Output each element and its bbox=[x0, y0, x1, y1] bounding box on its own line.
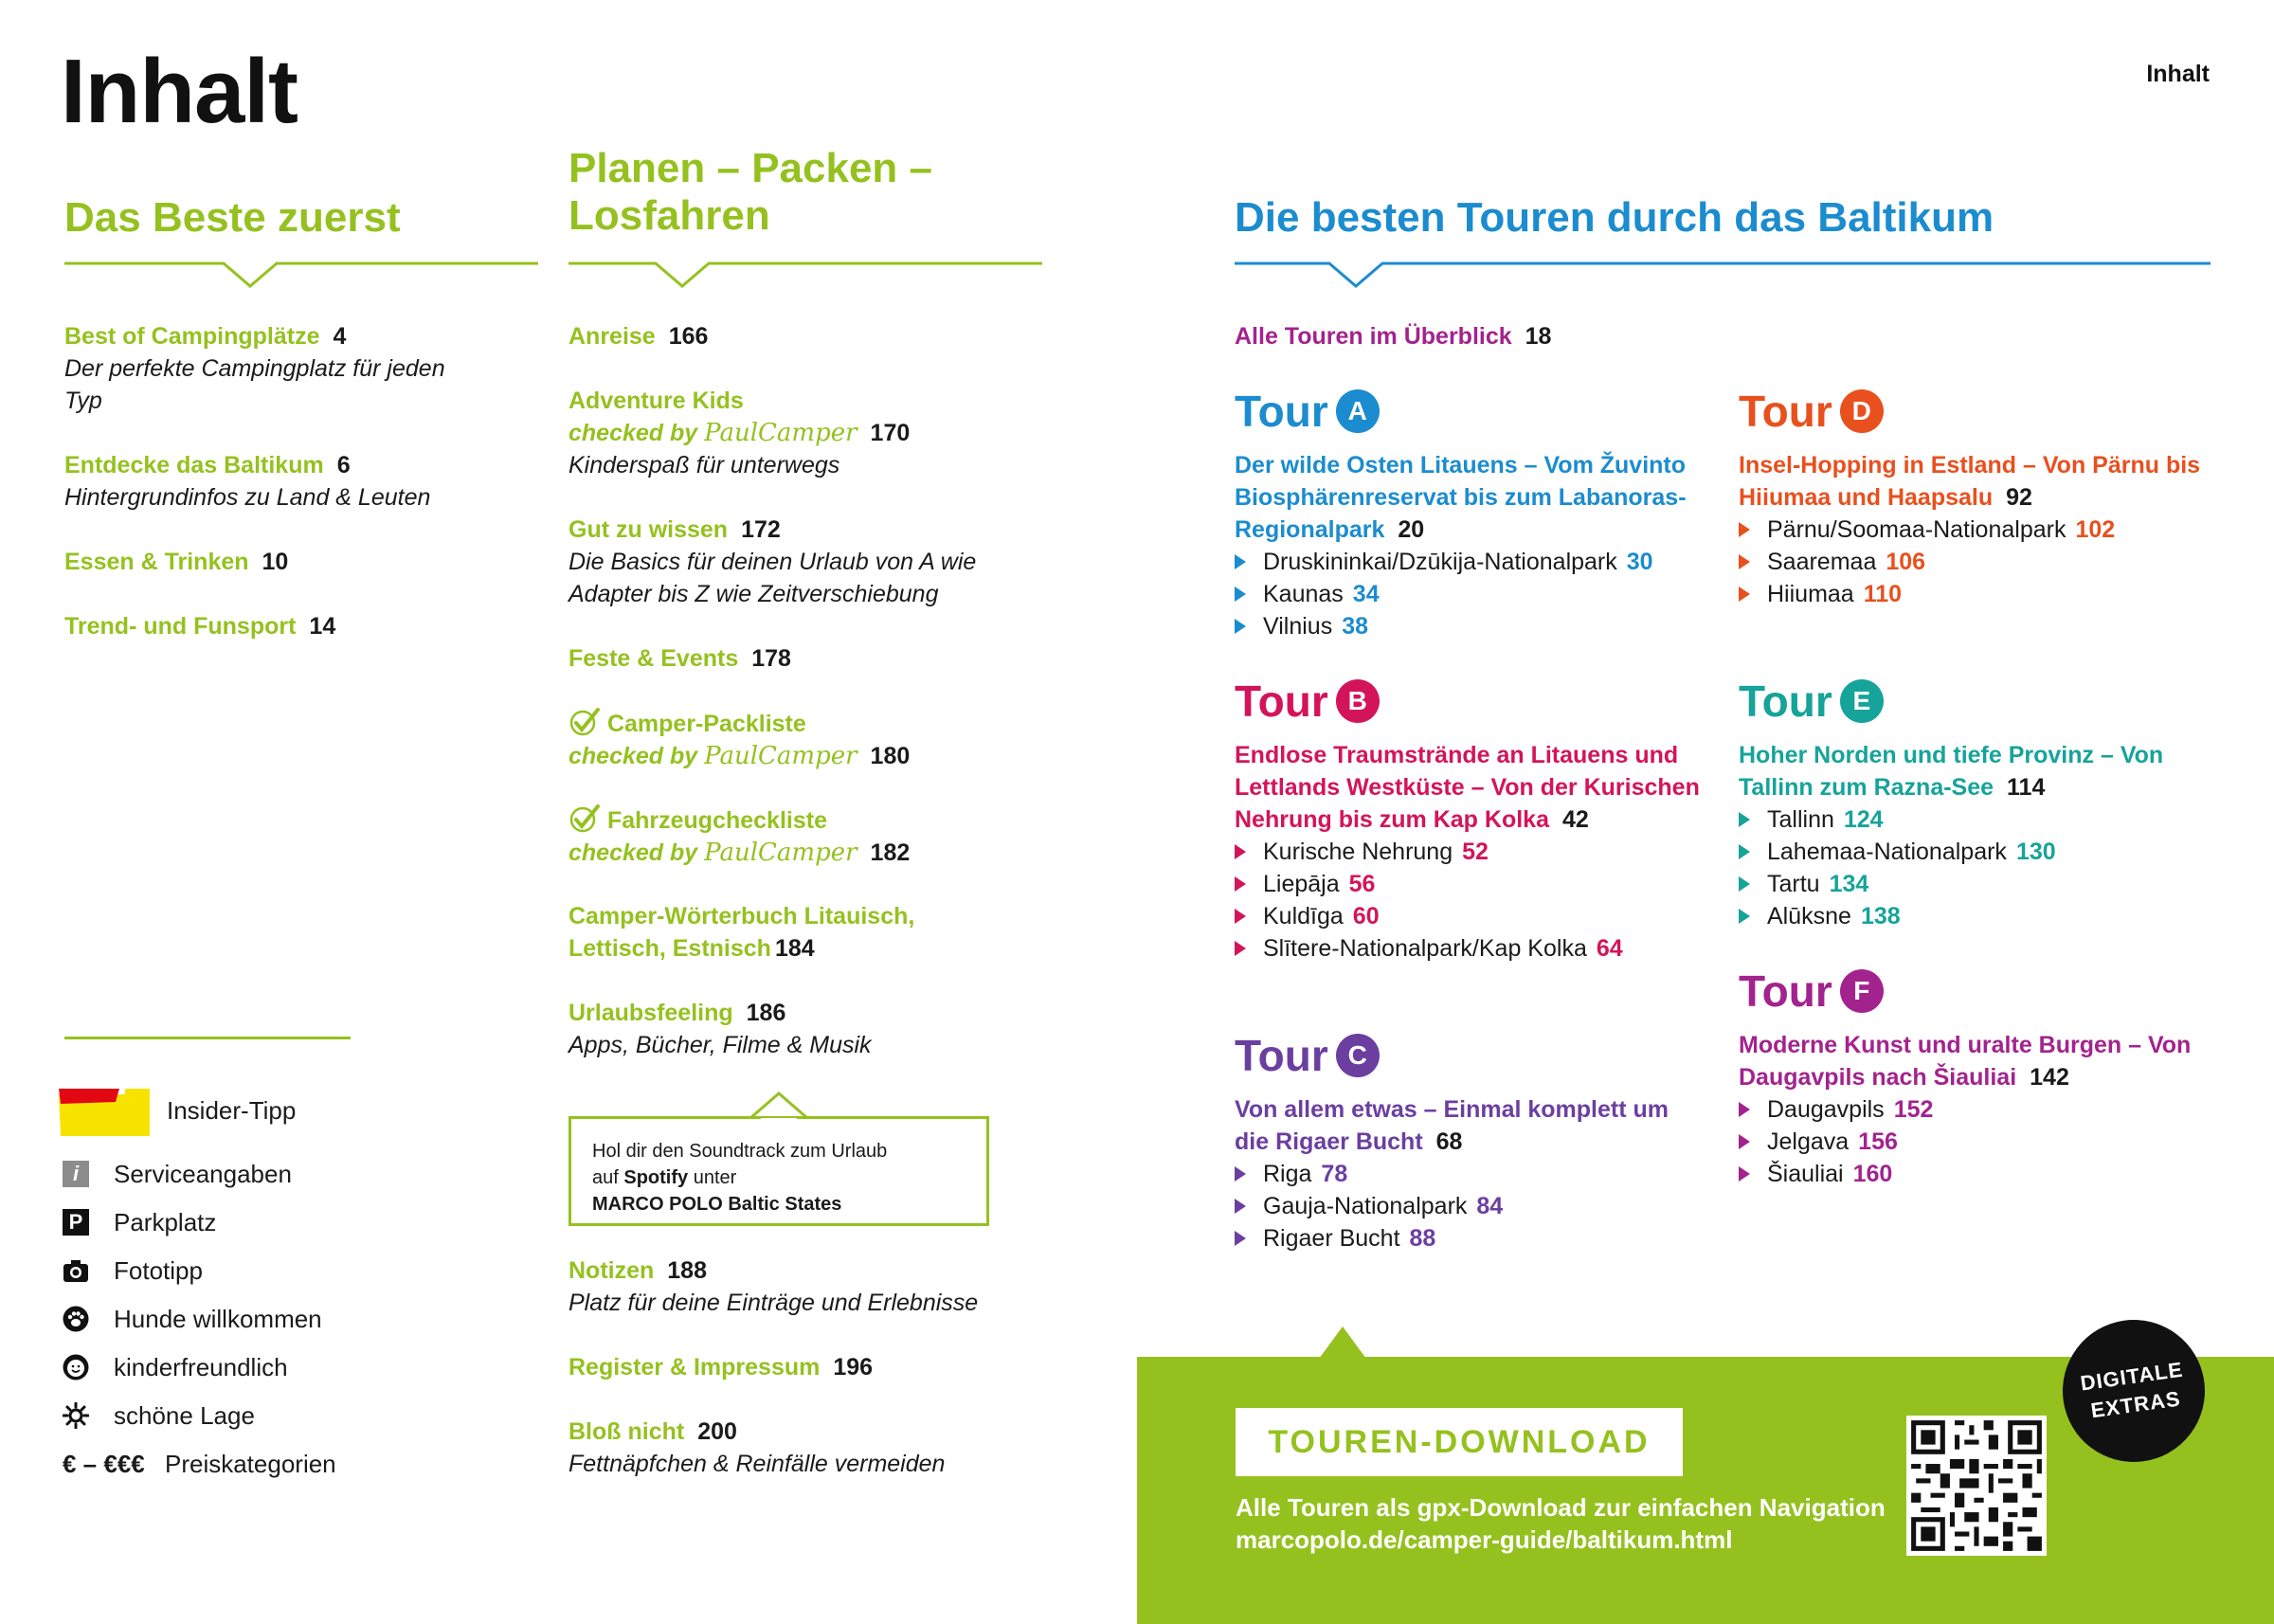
section-heading-tours: Die besten Touren durch das Baltikum bbox=[1235, 194, 1994, 241]
tour-stop[interactable]: Jelgava 156 bbox=[1739, 1126, 2212, 1158]
tour-stop[interactable]: Alūksne 138 bbox=[1739, 900, 2212, 932]
page-title: Inhalt bbox=[61, 41, 298, 142]
tour-d-entry[interactable]: Insel-Hopping in Estland – Von Pärnu bis Hiiumaa und Haapsalu 92 Pärnu/Soomaa-Nationalpark 102 Saaremaa 106 Hiiumaa 110 bbox=[1739, 449, 2212, 610]
download-url[interactable]: marcopolo.de/camper-guide/baltikum.html bbox=[1236, 1525, 1733, 1554]
legend-item-photo: Fototipp bbox=[63, 1254, 203, 1287]
qr-code-icon[interactable] bbox=[1906, 1416, 2047, 1556]
info-icon: i bbox=[63, 1161, 89, 1187]
tour-f-badge: F bbox=[1840, 969, 1884, 1013]
toc-entry[interactable]: Entdecke das Baltikum 6 Hintergrundinfos zu Land & Leuten bbox=[64, 452, 431, 511]
triangle-right-icon bbox=[1235, 586, 1246, 602]
download-button[interactable]: TOUREN-DOWNLOAD bbox=[1236, 1408, 1683, 1476]
tour-stop[interactable]: Liepāja 56 bbox=[1235, 868, 1708, 900]
tour-a-badge: A bbox=[1336, 389, 1380, 433]
paulcamper-logo: PaulCamper bbox=[704, 742, 857, 770]
toc-entry[interactable]: Essen & Trinken 10 bbox=[64, 549, 289, 575]
paulcamper-logo: PaulCamper bbox=[704, 419, 857, 447]
tour-b-stops bbox=[1235, 836, 1708, 965]
parking-icon: P bbox=[63, 1209, 89, 1236]
tour-a-label[interactable]: Tour A bbox=[1235, 387, 1380, 437]
tour-stop[interactable]: Hiiumaa 110 bbox=[1739, 578, 2212, 610]
tour-c-label[interactable]: Tour C bbox=[1235, 1031, 1380, 1081]
legend-item-dogs: Hunde willkommen bbox=[63, 1303, 322, 1335]
toc-entry[interactable]: Camper-Packliste checked by PaulCamper 180 bbox=[568, 707, 1023, 772]
tour-b-label[interactable]: Tour B bbox=[1235, 677, 1380, 727]
price-icon: € – €€€ bbox=[63, 1450, 145, 1478]
toc-entry[interactable]: Notizen 188 Platz für deine Einträge und Erlebnisse bbox=[568, 1257, 979, 1316]
tour-stop[interactable]: Pärnu/Soomaa-Nationalpark 102 bbox=[1739, 514, 2212, 546]
tour-a-entry[interactable]: Der wilde Osten Litauens – Vom Žuvinto Biosphärenreservat bis zum Labanoras-Regionalpark 20 Druskininkai/Dzūkija-Nationalpark 30 Kaunas 34 Vilnius 38 bbox=[1235, 449, 1708, 642]
tour-c-badge: C bbox=[1336, 1034, 1380, 1077]
camera-icon bbox=[63, 1257, 89, 1284]
tour-e-stops bbox=[1739, 803, 2212, 932]
panel-pointer bbox=[1319, 1326, 1366, 1359]
tour-stop[interactable]: Kurische Nehrung 52 bbox=[1235, 836, 1708, 868]
triangle-right-icon bbox=[1739, 812, 1750, 827]
triangle-right-icon bbox=[1739, 1166, 1750, 1182]
toc-entry[interactable]: Adventure Kids checked by PaulCamper 170 Kinderspaß für unterwegs bbox=[568, 388, 911, 478]
sun-icon bbox=[63, 1402, 89, 1429]
tour-stop[interactable]: Rigaer Bucht 88 bbox=[1235, 1222, 1708, 1254]
tour-f-label[interactable]: Tour F bbox=[1739, 966, 1884, 1017]
tour-stop[interactable]: Lahemaa-Nationalpark 130 bbox=[1739, 836, 2212, 868]
legend-item-view: schöne Lage bbox=[63, 1399, 255, 1432]
tour-d-badge: D bbox=[1840, 389, 1884, 433]
toc-entry[interactable]: Feste & Events 178 bbox=[568, 645, 791, 672]
toc-entry[interactable]: Register & Impressum 196 bbox=[568, 1354, 874, 1380]
triangle-right-icon bbox=[1235, 909, 1246, 924]
tour-e-entry[interactable]: Hoher Norden und tiefe Provinz – Von Tallinn zum Razna-See 114 Tallinn 124 Lahemaa-Nationalpark 130 Tartu 134 Alūksne 138 bbox=[1739, 739, 2212, 932]
legend-item-kids: kinderfreundlich bbox=[63, 1351, 288, 1383]
triangle-right-icon bbox=[1739, 554, 1750, 569]
pointer-mask bbox=[761, 1118, 797, 1122]
section-heading-plan: Planen – Packen – Losfahren bbox=[568, 145, 932, 239]
triangle-right-icon bbox=[1235, 941, 1246, 956]
legend-item-service: i Serviceangaben bbox=[63, 1158, 292, 1190]
tour-stop[interactable]: Kuldīga 60 bbox=[1235, 900, 1708, 932]
triangle-right-icon bbox=[1739, 522, 1750, 537]
toc-entry[interactable]: Camper-Wörterbuch Litauisch, Lettisch, Estnisch 184 bbox=[568, 903, 915, 962]
tour-stop[interactable]: Gauja-Nationalpark 84 bbox=[1235, 1190, 1708, 1222]
legend-item-insider: Insider-Tipp bbox=[59, 1094, 296, 1127]
triangle-right-icon bbox=[1235, 1231, 1246, 1246]
triangle-right-icon bbox=[1739, 876, 1750, 892]
tour-a-stops bbox=[1235, 546, 1708, 642]
triangle-right-icon bbox=[1235, 844, 1246, 859]
paw-icon bbox=[63, 1306, 89, 1332]
tour-b-entry[interactable]: Endlose Traumstrände an Litauens und Lettlands Westküste – Von der Kurischen Nehrung bis zum Kap Kolka 42 Kurische Nehrung 52 Liepāja 56 Kuldīga 60 Slītere-Nationalpark/Kap Kolka 64 bbox=[1235, 739, 1708, 965]
triangle-right-icon bbox=[1739, 1134, 1750, 1149]
triangle-right-icon bbox=[1235, 876, 1246, 892]
tour-stop[interactable]: Riga 78 bbox=[1235, 1158, 1708, 1190]
tour-d-label[interactable]: Tour D bbox=[1739, 387, 1884, 437]
checkmark-icon bbox=[568, 707, 601, 737]
triangle-right-icon bbox=[1235, 619, 1246, 634]
tour-d-stops bbox=[1739, 514, 2212, 610]
tour-e-badge: E bbox=[1840, 679, 1884, 723]
child-face-icon bbox=[63, 1354, 89, 1380]
legend-item-parking: P Parkplatz bbox=[63, 1206, 216, 1238]
toc-entry[interactable]: Anreise 166 bbox=[568, 323, 709, 350]
legend-divider bbox=[64, 1037, 351, 1039]
tour-stop[interactable]: Druskininkai/Dzūkija-Nationalpark 30 bbox=[1235, 546, 1708, 578]
toc-entry[interactable]: Fahrzeugcheckliste checked by PaulCamper 182 bbox=[568, 803, 1023, 869]
spotify-box[interactable]: Hol dir den Soundtrack zum Urlaub auf Spotify unter MARCO POLO Baltic States bbox=[568, 1116, 989, 1226]
toc-entry[interactable]: Urlaubsfeeling 186 Apps, Bücher, Filme & Musik bbox=[568, 1000, 872, 1058]
triangle-right-icon bbox=[1739, 586, 1750, 602]
tour-stop[interactable]: Vilnius 38 bbox=[1235, 610, 1708, 642]
tour-stop[interactable]: Slītere-Nationalpark/Kap Kolka 64 bbox=[1235, 932, 1708, 965]
tour-stop[interactable]: Tallinn 124 bbox=[1739, 803, 2212, 836]
tour-f-stops bbox=[1739, 1093, 2212, 1190]
toc-entry-overview[interactable]: Alle Touren im Überblick 18 bbox=[1235, 323, 1552, 350]
tour-e-label[interactable]: Tour E bbox=[1739, 677, 1884, 727]
toc-entry[interactable]: Best of Campingplätze 4 Der perfekte Campingplatz für jeden Typ bbox=[64, 323, 445, 414]
download-text: Alle Touren als gpx-Download zur einfachen Navigation marcopolo.de/camper-guide/baltikum.html bbox=[1236, 1493, 1886, 1554]
triangle-right-icon bbox=[1235, 1199, 1246, 1214]
digital-extras-badge: DIGITALE EXTRAS bbox=[2053, 1310, 2213, 1471]
toc-entry[interactable]: Trend- und Funsport 14 bbox=[64, 613, 336, 640]
triangle-right-icon bbox=[1739, 909, 1750, 924]
running-head: Inhalt bbox=[2146, 61, 2210, 87]
paulcamper-logo: PaulCamper bbox=[704, 839, 857, 867]
toc-entry[interactable]: Bloß nicht 200 Fettnäpfchen & Reinfälle vermeiden bbox=[568, 1418, 946, 1477]
tour-c-stops bbox=[1235, 1158, 1708, 1254]
tour-stop[interactable]: Tartu 134 bbox=[1739, 868, 2212, 900]
insider-tip-icon bbox=[59, 1089, 150, 1136]
tour-stop[interactable]: Šiauliai 160 bbox=[1739, 1158, 2212, 1190]
tour-stop[interactable]: Kaunas 34 bbox=[1235, 578, 1708, 610]
tour-f-entry[interactable]: Moderne Kunst und uralte Burgen – Von Daugavpils nach Šiauliai 142 Daugavpils 152 Jelgava 156 Šiauliai 160 bbox=[1739, 1029, 2212, 1190]
legend-item-price: € – €€€ Preiskategorien bbox=[63, 1450, 336, 1478]
section-heading-best: Das Beste zuerst bbox=[64, 194, 401, 241]
triangle-right-icon bbox=[1235, 1166, 1246, 1182]
triangle-right-icon bbox=[1739, 1102, 1750, 1117]
tour-b-badge: B bbox=[1336, 679, 1380, 723]
checkmark-icon bbox=[568, 803, 601, 834]
toc-entry[interactable]: Gut zu wissen 172 Die Basics für deinen Urlaub von A wie Adapter bis Z wie Zeitverschiebung bbox=[568, 516, 977, 607]
tour-stop[interactable]: Daugavpils 152 bbox=[1739, 1093, 2212, 1126]
tour-c-entry[interactable]: Von allem etwas – Einmal komplett um die Rigaer Bucht 68 Riga 78 Gauja-Nationalpark 84 Rigaer Bucht 88 bbox=[1235, 1093, 1708, 1254]
triangle-right-icon bbox=[1235, 554, 1246, 569]
triangle-right-icon bbox=[1739, 844, 1750, 859]
tour-stop[interactable]: Saaremaa 106 bbox=[1739, 546, 2212, 578]
